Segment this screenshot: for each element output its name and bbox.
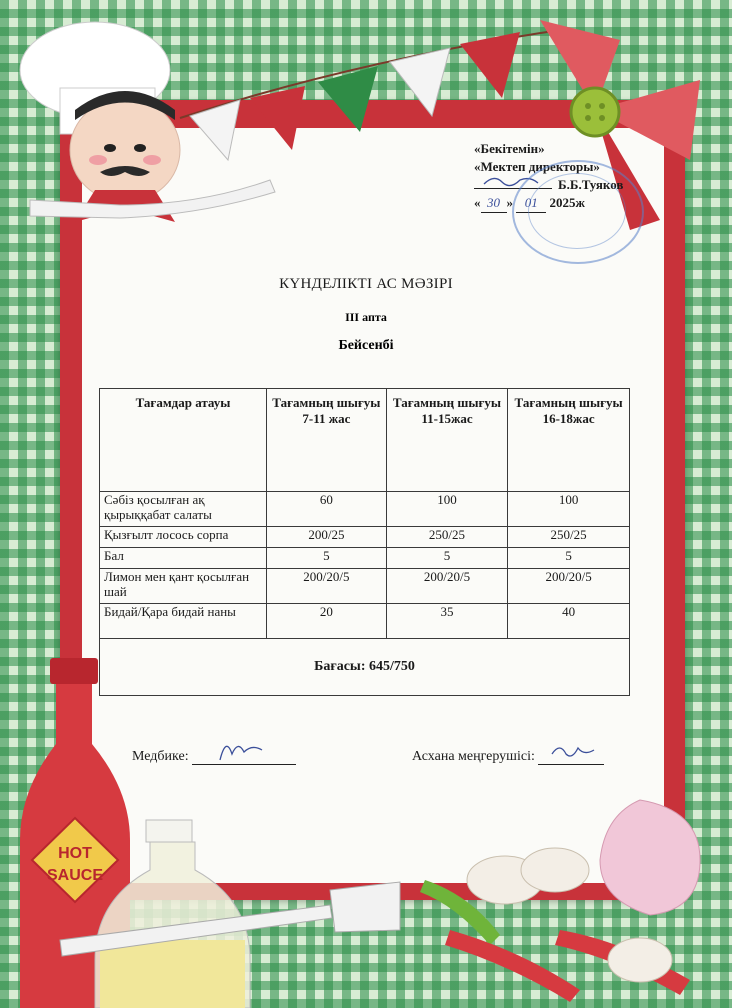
dish-name: Бидай/Қара бидай наны: [100, 604, 267, 639]
week-label: ІІІ апта: [345, 310, 387, 324]
portion-16-18: 40: [508, 604, 630, 639]
column-header-age-7-11: Тағамның шығуы 7-11 жас: [267, 389, 387, 492]
approval-line-1: «Бекітемін»: [474, 141, 545, 156]
canteen-manager-signature: [412, 748, 604, 765]
table-row: [100, 569, 630, 604]
canteen-signature-line: [538, 748, 604, 765]
portion-11-15: 35: [386, 604, 507, 639]
total-row: [100, 639, 630, 696]
portion-11-15: 200/20/5: [386, 569, 507, 604]
table-row: [100, 492, 630, 527]
portion-16-18: 100: [508, 492, 630, 527]
canteen-signature-mark: [538, 740, 604, 764]
nurse-signature: [132, 748, 296, 765]
portion-7-11: 20: [267, 604, 387, 639]
date-close-quote: »: [506, 195, 513, 210]
column-header-dish: Тағамдар атауы: [100, 389, 267, 492]
dish-name: Сәбіз қосылған ақ қырыққабат салаты: [100, 492, 267, 527]
portion-7-11: 60: [267, 492, 387, 527]
approval-line-2: «Мектеп директоры»: [474, 159, 600, 174]
nurse-signature-mark: [192, 734, 296, 764]
portion-11-15: 5: [386, 548, 507, 569]
total-price: Бағасы: 645/750: [100, 639, 630, 696]
column-header-age-11-15: Тағамның шығуы 11-15жас: [386, 389, 507, 492]
director-name: Б.Б.Туяков: [558, 177, 624, 192]
nurse-signature-line: [192, 748, 296, 765]
date-open-quote: «: [474, 195, 481, 210]
canteen-manager-label: Асхана меңгерушісі:: [412, 749, 535, 764]
day-label: Бейсенбі: [338, 338, 394, 353]
dish-name: Қызғылт лосось сорпа: [100, 527, 267, 548]
date-month: 01: [516, 194, 546, 213]
dish-name: Бал: [100, 548, 267, 569]
table-row: [100, 604, 630, 639]
menu-table: [99, 388, 630, 696]
column-header-age-16-18: Тағамның шығуы 16-18жас: [508, 389, 630, 492]
portion-16-18: 200/20/5: [508, 569, 630, 604]
table-row: [100, 548, 630, 569]
nurse-label: Медбике:: [132, 749, 189, 764]
portion-7-11: 200/20/5: [267, 569, 387, 604]
table-row: [100, 527, 630, 548]
portion-11-15: 100: [386, 492, 507, 527]
portion-7-11: 200/25: [267, 527, 387, 548]
svg-text:HOT: HOT: [58, 845, 92, 862]
portion-11-15: 250/25: [386, 527, 507, 548]
portion-16-18: 5: [508, 548, 630, 569]
portion-16-18: 250/25: [508, 527, 630, 548]
dish-name: Лимон мен қант қосылған шай: [100, 569, 267, 604]
date-year: 2025ж: [549, 195, 585, 210]
svg-text:SAUCE: SAUCE: [46, 867, 104, 884]
date-day: 30: [481, 194, 507, 213]
menu-title: КҮНДЕЛІКТІ АС МӘЗІРІ: [279, 276, 453, 292]
table-header-row: [100, 389, 630, 492]
official-stamp: [512, 160, 644, 264]
portion-7-11: 5: [267, 548, 387, 569]
